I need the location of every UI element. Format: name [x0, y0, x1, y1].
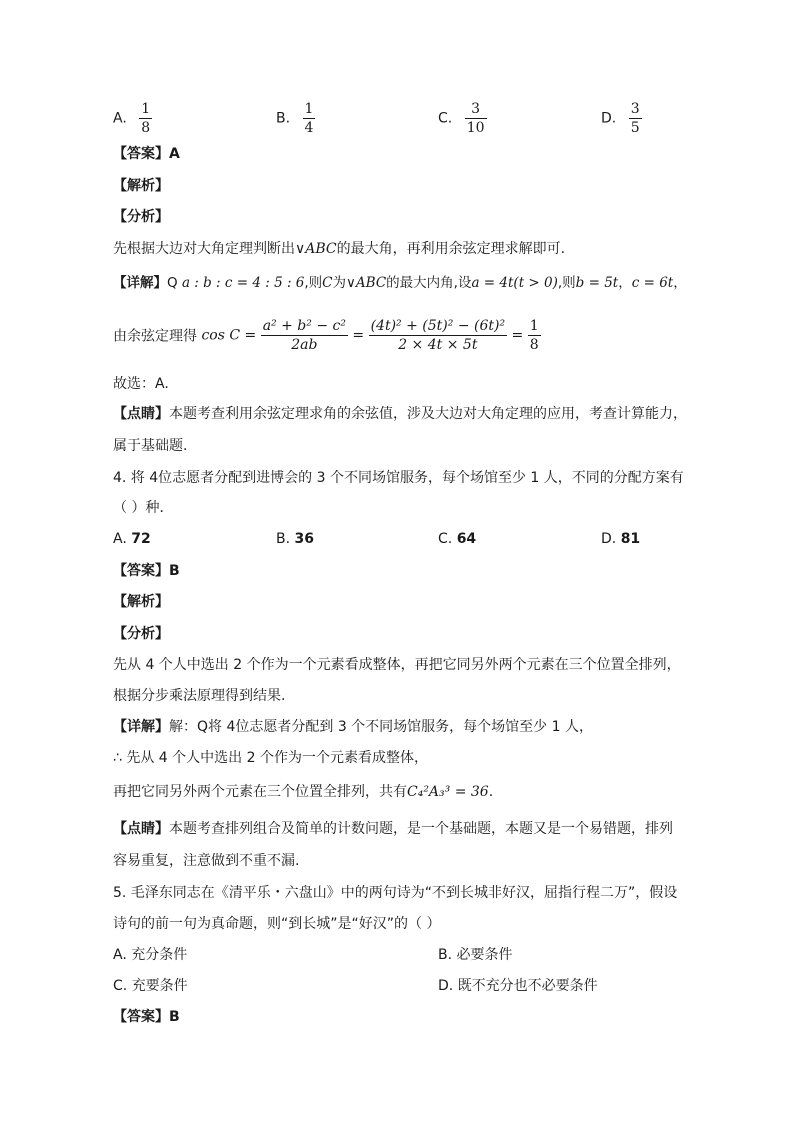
q5-option-c: C. 充要条件: [113, 978, 188, 994]
q4-detail-2: ∴ 先从 4 个人中选出 2 个作为一个元素看成整体，: [113, 750, 428, 766]
q3-answer: 【答案】A: [113, 146, 180, 162]
q4-option-b: B. 36: [276, 531, 314, 547]
q5-option-b: B. 必要条件: [438, 947, 513, 963]
fraction: $\frac{1}{8}$: [529, 318, 539, 353]
option-fraction: $\frac{1}{8}$: [141, 101, 151, 136]
q5-stem: 5. 毛泽东同志在《清平乐・六盘山》中的两句诗为“不到长城非好汉，屈指行程二万”，假设: [113, 885, 678, 901]
q4-option-a: A. 72: [113, 531, 151, 547]
q3-remark-cont: 属于基础题.: [113, 438, 188, 454]
option-label: B.: [276, 110, 291, 127]
q3-option-c: [438, 100, 487, 137]
option-fraction: $\frac{3}{10}$: [466, 101, 485, 136]
q4-analysis-cont: 根据分步乘法原理得到结果.: [113, 688, 286, 704]
q5-answer: 【答案】B: [113, 1009, 180, 1025]
q4-option-c: C. 64: [438, 531, 477, 547]
q4-answer: 【答案】B: [113, 563, 180, 579]
q4-detail: 【详解】解：Q将 4位志愿者分配到 3 个不同场馆服务，每个场馆至少 1 人，: [113, 719, 593, 735]
q3-option-b: [276, 100, 315, 137]
q4-stem-cont: （ ）种．: [113, 500, 174, 516]
q3-remark: 【点睛】本题考查利用余弦定理求角的余弦值，涉及大边对大角定理的应用，考查计算能力，: [113, 406, 687, 422]
q4-option-d: D. 81: [601, 531, 641, 547]
q3-choose: 故选：A.: [113, 376, 169, 392]
q3-analysis: 先根据大边对大角定理判断出∨ABC的最大角，再利用余弦定理求解即可.: [113, 241, 566, 257]
option-label: C.: [438, 110, 453, 127]
q4-jiexi-heading: 【解析】: [113, 594, 169, 610]
fraction: $\frac{\text{a² + b² − c²}}{2ab}$: [262, 318, 346, 353]
option-fraction: $\frac{1}{4}$: [304, 101, 314, 136]
q5-option-d: D. 既不充分也不必要条件: [438, 978, 598, 994]
q5-stem-cont: 诗句的前一句为真命题，则“到长城”是“好汉”的（ ）: [113, 916, 441, 932]
q4-stem: 4. 将 4位志愿者分配到进博会的 3 个不同场馆服务，每个场馆至少 1 人，不同的分配方案有: [113, 470, 684, 486]
q4-remark: 【点睛】本题考查排列组合及简单的计数问题，是一个基础题，本题又是一个易错题，排列: [113, 821, 673, 837]
q4-fenxi-heading: 【分析】: [113, 626, 169, 642]
q4-remark-cont: 容易重复，注意做到不重不漏.: [113, 853, 300, 869]
q3-fenxi-heading: 【分析】: [113, 209, 169, 225]
q3-option-a: [113, 100, 152, 137]
option-label: D.: [601, 110, 617, 127]
q3-cosine-formula: 由余弦定理得 cos C = $\frac{\text{a² + b² − c²}}{2ab}$ = $\frac{\text{(4t)² + (5t)² − (6t)²}}{2 \times 4t \times 5t}$ = $\frac{1}{8}$: [113, 318, 539, 353]
q5-option-a: A. 充分条件: [113, 947, 188, 963]
fraction: $\frac{\text{(4t)² + (5t)² − (6t)²}}{2 \times 4t \times 5t}$: [370, 318, 506, 353]
q4-detail-3: 再把它同另外两个元素在三个位置全排列，共有C₄²A₃³ = 36.: [113, 784, 494, 800]
q3-detail: 【详解】Q a : b : c = 4 : 5 : 6,则C为∨ABC的最大内角,设a = 4t(t > 0),则b = 5t，c = 6t，: [113, 275, 687, 291]
option-label: A.: [113, 110, 127, 127]
q4-analysis: 先从 4 个人中选出 2 个作为一个元素看成整体，再把它同另外两个元素在三个位置全排列，: [113, 657, 681, 673]
q3-jiexi-heading: 【解析】: [113, 178, 169, 194]
option-fraction: $\frac{3}{5}$: [630, 101, 640, 136]
q3-option-d: [601, 100, 642, 137]
